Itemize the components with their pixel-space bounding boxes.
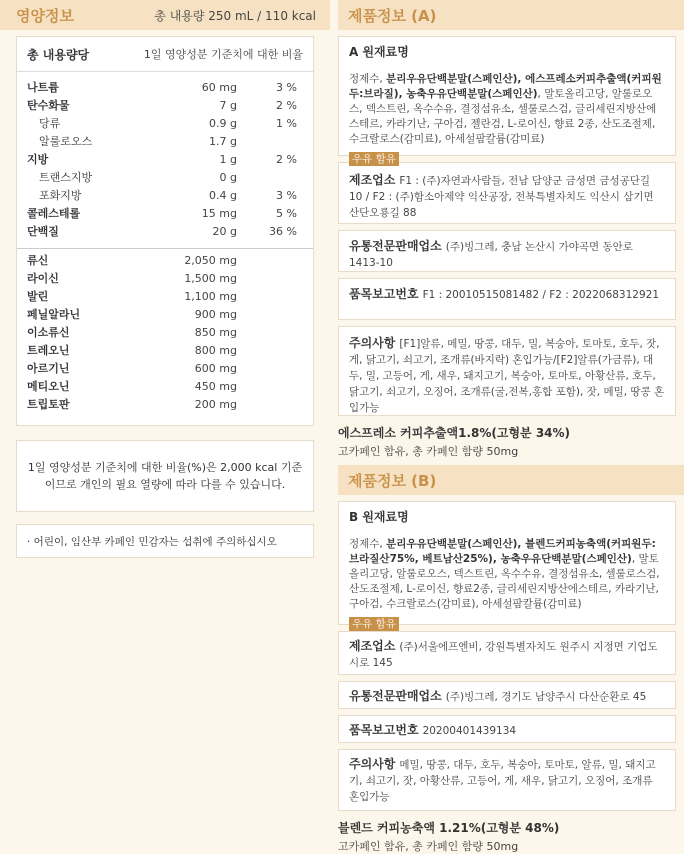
extract-title: 에스프레소 커피추출액1.8%(고형분 34%) [338, 426, 571, 440]
product-b-extract [338, 819, 684, 854]
caffeine-warning [16, 524, 314, 558]
nutrient-name: 콜레스테롤 [27, 207, 81, 220]
nutrient-rows [17, 72, 313, 244]
maker-label: 제조업소 [349, 639, 396, 653]
seller-value: (주)빙그레, 경기도 남양주시 다산순환로 45 [445, 691, 647, 703]
amino-acid-rows [17, 251, 313, 425]
amino-name: 발린 [27, 290, 49, 303]
product-a-extract [338, 424, 684, 459]
amino-amount: 800 mg [194, 343, 237, 357]
nutrition-section [0, 0, 330, 558]
nutrient-row [17, 78, 313, 96]
amino-row [17, 269, 313, 287]
ing-a-pre: 정제수, [349, 73, 387, 85]
extract-caffeine: 고카페인 함유, 총 카페인 함량 50mg [338, 445, 519, 458]
caution-value: [F1]알류, 메밀, 땅콩, 대두, 밀, 복숭아, 토마토, 호두, 잣, 게, 닭고기, 쇠고기, 조개류(바지락) 혼입가능/[F2]알류(가금류), 대두, 밀, 고등어, 게, 새우, 돼지고기, 복숭아, 토마토, 아황산류, 호두, 닭고기, 쇠고기, 오징어, 조개류(굴,전복,홍합 포함), 잣, 메밀, 땅콩 혼입가능 [349, 338, 665, 414]
nutrient-row [17, 114, 313, 132]
nutrient-percent: 2 % [276, 98, 297, 112]
product-a-maker [338, 162, 676, 224]
amino-name: 아르기닌 [27, 362, 70, 375]
amino-amount: 1,500 mg [184, 271, 237, 285]
nutrition-table [16, 36, 314, 426]
nutrient-name: 트랜스지방 [39, 171, 93, 184]
nutrient-percent: 3 % [276, 80, 297, 94]
product-a-milk-badge: 우유 함유 [349, 152, 399, 166]
nutrient-row [17, 132, 313, 150]
ing-b-post: , 말토올리고당, 알룰로오스, 덱스트린, 옥수수유, 결정섬유소, 셀룰로스검, 산도조절제, L-로이신, 향료2종, 글리세린지방산에스테르, 카라기난, 구아검, 수크랄로스(감미료), 아세설팜칼륨(감미료) [349, 553, 660, 610]
nutrient-name: 당류 [39, 117, 61, 130]
seller-label: 유통전문판매업소 [349, 239, 442, 253]
seller-label: 유통전문판매업소 [349, 689, 442, 703]
amino-name: 류신 [27, 254, 49, 267]
nutrition-table-header [17, 37, 313, 72]
nutrient-row [17, 186, 313, 204]
caffeine-warning-text: · 어린이, 임산부 카페인 민감자는 섭취에 주의하십시오 [27, 535, 277, 548]
product-b-milk-badge: 우유 함유 [349, 617, 399, 631]
amino-row [17, 251, 313, 269]
product-a-title: 제품정보 (A) [338, 0, 684, 30]
nutrient-row [17, 222, 313, 240]
caution-label: 주의사항 [349, 757, 396, 771]
nutrient-amount: 20 g [212, 224, 237, 238]
amino-divider [17, 248, 313, 249]
ing-a-bold: 분리우유단백분말(스페인산), 에스프레소커피추출액(커피원두:브라질), 농축우유단백분말(스페인산) [349, 73, 662, 100]
amino-amount: 200 mg [194, 397, 237, 411]
nutrient-amount: 0 g [219, 170, 237, 184]
nutrient-amount: 60 mg [201, 80, 237, 94]
extract-title: 블렌드 커피농축액 1.21%(고형분 48%) [338, 821, 560, 835]
amino-amount: 850 mg [194, 325, 237, 339]
maker-value: (주)서울에프엔비, 강원특별자치도 원주시 지정면 기업도시로 145 [349, 641, 658, 669]
product-b-ingredients-title: B 원재료명 [349, 510, 409, 524]
amino-row [17, 287, 313, 305]
nutrient-name: 지방 [27, 153, 49, 166]
caution-value: 메밀, 땅콩, 대두, 호두, 복숭아, 토마토, 알류, 밀, 돼지고기, 쇠고기, 잣, 아황산류, 고등어, 게, 새우, 닭고기, 오징어, 조개류 혼입가능 [349, 759, 656, 803]
caution-label: 주의사항 [349, 336, 396, 350]
amino-name: 라이신 [27, 272, 59, 285]
product-a-ingredients-text [349, 72, 665, 147]
nutrient-row [17, 168, 313, 186]
amino-name: 트립토판 [27, 398, 70, 411]
amino-name: 페닐알라닌 [27, 308, 81, 321]
nutrient-percent: 5 % [276, 206, 297, 220]
amino-row [17, 341, 313, 359]
nutrient-row [17, 204, 313, 222]
amino-name: 트레오닌 [27, 344, 70, 357]
nutrient-amount: 1.7 g [209, 134, 237, 148]
amino-row [17, 377, 313, 395]
nutrient-percent: 3 % [276, 188, 297, 202]
nutrition-total: 총 내용량 250 mL / 110 kcal [154, 8, 316, 23]
report-value: 20200401439134 [422, 725, 517, 737]
product-a-seller [338, 230, 676, 272]
nutrient-name: 알룰로오스 [39, 135, 93, 148]
product-b-title: 제품정보 (B) [338, 465, 684, 495]
nutrient-amount: 0.9 g [209, 116, 237, 130]
nutrient-amount: 7 g [219, 98, 237, 112]
amino-row [17, 323, 313, 341]
nutrient-name: 단백질 [27, 225, 59, 238]
nutrient-amount: 15 mg [201, 206, 237, 220]
product-b-seller [338, 681, 676, 709]
amino-amount: 600 mg [194, 361, 237, 375]
amino-amount: 1,100 mg [184, 289, 237, 303]
product-info-section [338, 0, 684, 854]
daily-value-note [16, 440, 314, 512]
amino-amount: 900 mg [194, 307, 237, 321]
product-a-caution [338, 326, 676, 416]
nutrient-percent: 2 % [276, 152, 297, 166]
report-value: F1 : 20010515081482 / F2 : 2022068312921 [422, 289, 660, 301]
seller-value: (주)빙그레, 충남 논산시 가야곡면 동안로 1413-10 [349, 241, 633, 269]
amino-amount: 450 mg [194, 379, 237, 393]
nutrient-name: 나트륨 [27, 81, 59, 94]
amino-row [17, 305, 313, 323]
header-per-total: 총 내용량당 [27, 47, 90, 62]
amino-amount: 2,050 mg [184, 253, 237, 267]
nutrition-title: 영양정보 [16, 6, 74, 25]
ing-a-post: , 말토올리고당, 알룰로오스, 덱스트린, 옥수수유, 결정섬유소, 셀룰로스검, 글리세린지방산에스테르, 카라기난, 구아검, 젤란검, L-로이신, 향료 2종, 산도조절제, 수크랄로스(감미료), 아세설팜칼륨(감미료) [349, 88, 657, 145]
product-a-report [338, 278, 676, 320]
report-label: 품목보고번호 [349, 723, 419, 737]
product-b-report [338, 715, 676, 743]
product-b-ingredients-text [349, 537, 665, 612]
extract-caffeine: 고카페인 함유, 총 카페인 함량 50mg [338, 840, 519, 853]
daily-value-note-text: 1일 영양성분 기준치에 대한 비율(%)은 2,000 kcal 기준이므로 개인의 필요 열량에 따라 다를 수 있습니다. [27, 461, 303, 491]
nutrient-row [17, 150, 313, 168]
nutrient-row [17, 96, 313, 114]
amino-name: 이소류신 [27, 326, 70, 339]
ing-b-pre: 정제수, [349, 538, 387, 550]
report-label: 품목보고번호 [349, 287, 419, 301]
nutrient-name: 탄수화물 [27, 99, 70, 112]
nutrient-amount: 0.4 g [209, 188, 237, 202]
product-a-ingredients-title: A 원재료명 [349, 45, 409, 59]
nutrient-percent: 36 % [269, 224, 297, 238]
product-a-ingredients [338, 36, 676, 165]
header-daily-value: 1일 영양성분 기준치에 대한 비율 [143, 48, 303, 61]
ing-b-bold: 분리우유단백분말(스페인산), 블렌드커피농축액(커피원두:브라질산75%, 베트남산25%), 농축우유단백분말(스페인산) [349, 538, 656, 565]
product-b-caution [338, 749, 676, 811]
nutrient-percent: 1 % [276, 116, 297, 130]
product-b-ingredients [338, 501, 676, 630]
maker-label: 제조업소 [349, 173, 396, 187]
amino-row [17, 395, 313, 413]
product-b-maker [338, 631, 676, 675]
nutrient-amount: 1 g [219, 152, 237, 166]
amino-name: 메티오닌 [27, 380, 70, 393]
nutrient-name: 포화지방 [39, 189, 82, 202]
amino-row [17, 359, 313, 377]
maker-value: F1 : (주)자연과사람들, 전남 담양군 금성면 금성공단길 10 / F2 : (주)함소아제약 익산공장, 전북특별자치도 익산시 삼기면 산단오룡길 88 [349, 175, 654, 219]
nutrition-header [0, 0, 330, 30]
